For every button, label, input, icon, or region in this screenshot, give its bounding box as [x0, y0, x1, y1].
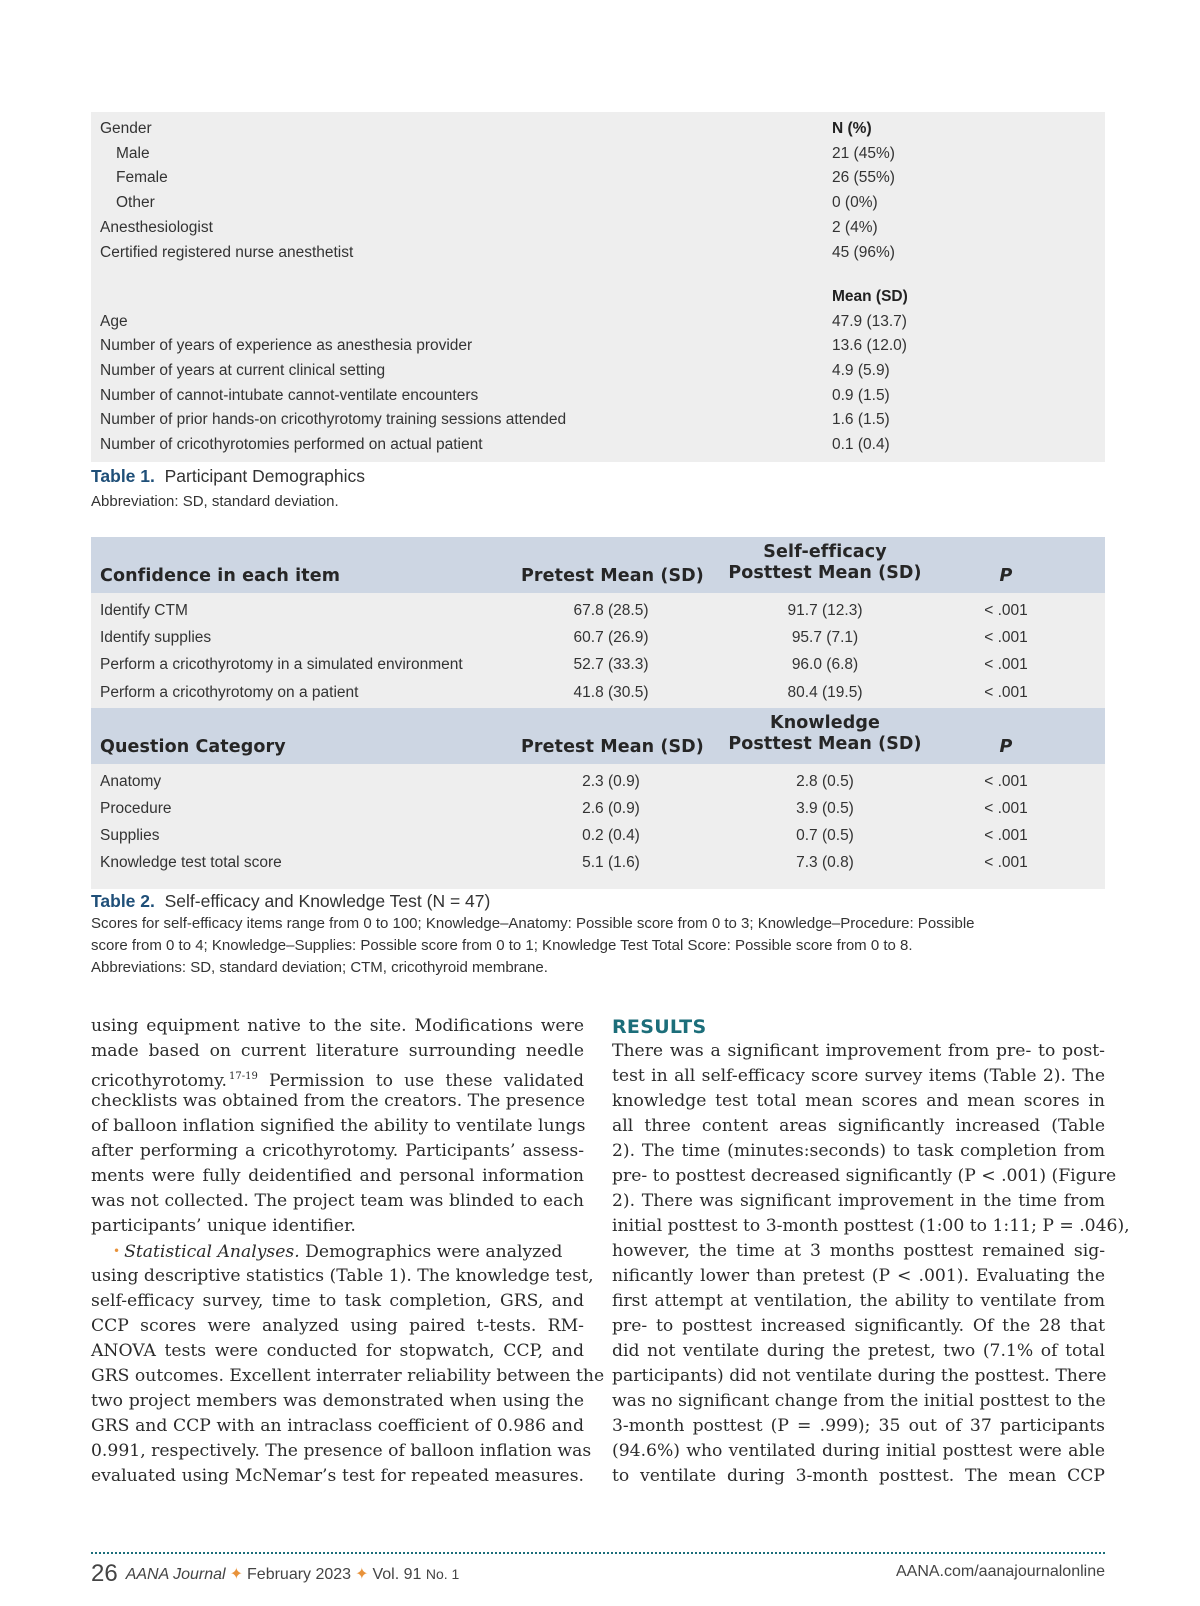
table2-cell: 3.9 (0.5) [796, 800, 854, 817]
table2-cell: 67.8 (28.5) [573, 602, 649, 619]
table1-row-label: Number of prior hands-on cricothyrotomy training sessions attended [100, 411, 567, 429]
body-line: ments were fully deidentified and personal information [91, 1166, 584, 1186]
table2-cell: Perform a cricothyrotomy on a patient [100, 683, 359, 701]
table2-column-header: Pretest Mean (SD) [521, 566, 704, 586]
table2-column-header-group [725, 542, 925, 584]
body-line: participants) did not ventilate during the posttest. There [612, 1366, 1107, 1386]
table1-row-label: Anesthesiologist [100, 218, 213, 236]
table2-cell: < .001 [984, 772, 1028, 790]
table1-caption [91, 466, 365, 487]
body-line: GRS and CCP with an intraclass coefficient of 0.986 and [91, 1416, 584, 1436]
body-line-subhead [91, 1239, 584, 1264]
table1-column-header: Mean (SD) [832, 287, 908, 305]
table1-row [91, 309, 1105, 334]
body-line-citation [91, 1064, 584, 1089]
table2-row [91, 651, 1105, 679]
table2-cell: 2.3 (0.9) [582, 772, 640, 790]
diamond-icon: ✦ [229, 1566, 244, 1583]
table1-row-label: Gender [100, 120, 152, 137]
table1-row [91, 358, 1105, 383]
table1-row [91, 432, 1105, 457]
volume: Vol. 91 [372, 1566, 422, 1583]
table2-cell: 41.8 (30.5) [573, 683, 649, 701]
body-line: using equipment native to the site. Modifications were [91, 1016, 584, 1036]
table2-column-header-p: P [999, 736, 1013, 757]
table2-row [91, 795, 1105, 823]
table1-row-label: Female [116, 169, 168, 187]
table2-note-3: Abbreviations: SD, standard deviation; CTM, cricothyroid membrane. [91, 959, 548, 976]
citation-superscript: 17-19 [229, 1071, 258, 1082]
table2-group-label: Knowledge [770, 712, 880, 733]
table1-row-label: Number of cricothyrotomies performed on actual patient [100, 436, 483, 454]
table1-row-label: Age [100, 312, 128, 330]
table2-row [91, 597, 1105, 625]
table1-row-value: 0.1 (0.4) [832, 436, 890, 454]
results-heading: RESULTS [612, 1016, 707, 1038]
body-text: Permission to use these validated [269, 1071, 585, 1091]
table2-row [91, 679, 1105, 707]
table2-cell: Anatomy [100, 772, 162, 790]
table1-row-value: 0.9 (1.5) [832, 386, 890, 404]
table2-cell: Perform a cricothyrotomy in a simulated environment [100, 656, 463, 674]
body-line: of balloon inflation signified the ability to ventilate lungs [91, 1116, 586, 1136]
table2-cell: Identify supplies [100, 629, 212, 647]
table2-column-header: Confidence in each item [100, 566, 341, 586]
table1-row [91, 240, 1105, 265]
table2-note-1: Scores for self-efficacy items range from 0 to 100; Knowledge–Anatomy: Possible score from 0 to 3; Knowledge–Procedure: Possible [91, 915, 975, 932]
table2-cell: Knowledge test total score [100, 854, 282, 872]
table2-group-label: Self-efficacy [763, 542, 887, 562]
table2-row [91, 768, 1105, 796]
table2-cell: < .001 [984, 656, 1028, 674]
table1-row [91, 190, 1105, 215]
table2-cell: 91.7 (12.3) [787, 602, 863, 619]
table2-caption-number: Table 2. [91, 891, 155, 911]
body-line: pre- to posttest decreased significantly (P < .001) (Figure [612, 1166, 1117, 1186]
body-line: first attempt at ventilation, the ability to ventilate from [612, 1291, 1105, 1311]
table1-note: Abbreviation: SD, standard deviation. [91, 493, 339, 510]
body-line: checklists was obtained from the creators. The presence [91, 1091, 586, 1111]
body-line: 2). There was significant improvement in the time from [612, 1191, 1105, 1211]
table2-cell: 2.8 (0.5) [796, 772, 854, 790]
table1-row-label: Certified registered nurse anesthetist [100, 243, 354, 261]
table2-column-header: Pretest Mean (SD) [521, 736, 704, 757]
table1-row-value: 47.9 (13.7) [832, 312, 907, 330]
body-line: initial posttest to 3-month posttest (1:00 to 1:11; P = .046), [612, 1216, 1130, 1236]
table2-cell: < .001 [984, 800, 1028, 817]
body-line: pre- to posttest increased significantly. Of the 28 that [612, 1316, 1105, 1336]
table1-caption-title: Participant Demographics [164, 466, 365, 486]
table2-column-header: Posttest Mean (SD) [728, 733, 922, 754]
table2-column-header-group [725, 713, 925, 755]
table2-cell: 7.3 (0.8) [796, 854, 854, 872]
table1-row [91, 141, 1105, 166]
table1-row [91, 333, 1105, 358]
body-line: all three content areas significantly increased (Table [612, 1116, 1105, 1136]
table1-row-value: 4.9 (5.9) [832, 362, 890, 380]
table2-cell: Supplies [100, 827, 160, 845]
table1-row [91, 165, 1105, 190]
body-line: There was a significant improvement from pre- to post- [612, 1041, 1105, 1061]
table1-row-value: 1.6 (1.5) [832, 411, 890, 429]
table2-cell: 0.7 (0.5) [796, 827, 854, 845]
table2-cell: < .001 [984, 602, 1028, 619]
table2-cell: 2.6 (0.9) [582, 800, 640, 817]
issue: No. 1 [425, 1566, 460, 1582]
table2-row [91, 849, 1105, 877]
table2-cell: < .001 [984, 683, 1028, 701]
table2-row [91, 822, 1105, 850]
body-line: after performing a cricothyrotomy. Participants’ assess- [91, 1141, 584, 1161]
table2-cell: 96.0 (6.8) [791, 656, 859, 674]
table1-row [91, 407, 1105, 432]
table2-cell: 80.4 (19.5) [787, 683, 863, 701]
body-line: ANOVA tests were conducted for stopwatch, CCP, and [91, 1341, 584, 1361]
body-line: 3-month posttest (P = .999); 35 out of 37 participants [612, 1416, 1105, 1436]
body-line: was no significant change from the initial posttest to the [612, 1391, 1106, 1411]
table1-caption-number: Table 1. [91, 466, 155, 486]
table2-column-header-p: P [999, 566, 1013, 586]
footer-divider [91, 1552, 1105, 1554]
table1-column-header: N (%) [832, 120, 872, 137]
page-number: 26 [91, 1560, 118, 1587]
demographics-table [91, 112, 1105, 462]
body-line: evaluated using McNemar’s test for repeated measures. [91, 1466, 584, 1486]
body-line: to ventilate during 3-month posttest. The mean CCP [612, 1466, 1105, 1486]
body-line: using descriptive statistics (Table 1). The knowledge test, [91, 1266, 594, 1286]
body-text: cricothyrotomy. [91, 1071, 228, 1091]
table1-row [91, 383, 1105, 408]
table1-row-value: 26 (55%) [832, 169, 895, 187]
body-text: Demographics were analyzed [305, 1242, 563, 1262]
table1-row-value: 0 (0%) [832, 194, 878, 212]
footer-citation [91, 1560, 459, 1588]
right-text-column [612, 1039, 1130, 1489]
table1-row [91, 116, 1105, 141]
body-line: made based on current literature surrounding needle [91, 1041, 584, 1061]
table2-row [91, 624, 1105, 652]
table2-note-2: score from 0 to 4; Knowledge–Supplies: Possible score from 0 to 1; Knowledge Test Total Score: Possible score from 0 to 8. [91, 937, 913, 954]
table1-row-value: 21 (45%) [832, 144, 895, 162]
table1-row-label: Number of cannot-intubate cannot-ventilate encounters [100, 386, 479, 404]
table2-cell: Procedure [100, 800, 172, 817]
body-line: (94.6%) who ventilated during initial posttest were able [612, 1441, 1105, 1461]
body-line: did not ventilate during the pretest, two (7.1% of total [612, 1341, 1105, 1361]
table1-row [91, 284, 1105, 309]
table1-row-value: 2 (4%) [832, 218, 878, 236]
table2-header-row [91, 708, 1105, 764]
issue-date: February 2023 [247, 1566, 352, 1583]
table1-row-label: Other [116, 194, 155, 212]
journal-url-link[interactable]: AANA.com/aanajournalonline [895, 1563, 1105, 1580]
table1-row-value: 13.6 (12.0) [832, 337, 907, 355]
table2-cell: 0.2 (0.4) [582, 827, 640, 845]
table1-row-label: Male [116, 144, 150, 162]
body-line: participants’ unique identifier. [91, 1216, 356, 1236]
table2-cell: < .001 [984, 854, 1028, 872]
table2-cell: < .001 [984, 629, 1028, 647]
table2-column-header: Question Category [100, 736, 286, 757]
self-efficacy-knowledge-table [91, 537, 1105, 889]
diamond-icon: ✦ [355, 1566, 369, 1583]
table2-cell: < .001 [984, 827, 1028, 845]
body-line: CCP scores were analyzed using paired t-tests. RM- [91, 1316, 584, 1336]
table1-row-label: Number of years of experience as anesthesia provider [100, 337, 473, 355]
body-line: 2). The time (minutes:seconds) to task completion from [612, 1141, 1105, 1161]
journal-name: AANA Journal [125, 1566, 226, 1583]
body-line: 0.991, respectively. The presence of balloon inflation was [91, 1441, 592, 1461]
subsection-heading: Statistical Analyses. [124, 1242, 300, 1262]
table2-caption-title: Self-efficacy and Knowledge Test (N = 47) [164, 891, 491, 911]
body-line: self-efficacy survey, time to task completion, GRS, and [91, 1291, 584, 1311]
table2-header-row [91, 537, 1105, 593]
table2-cell: 5.1 (1.6) [582, 854, 640, 872]
body-line: was not collected. The project team was blinded to each [91, 1191, 584, 1211]
table1-row-value: 45 (96%) [832, 243, 895, 261]
body-line: GRS outcomes. Excellent interrater reliability between the [91, 1366, 605, 1386]
table2-cell: 52.7 (33.3) [573, 656, 649, 674]
bullet-icon: • [113, 1244, 121, 1258]
body-line: knowledge test total mean scores and mean scores in [612, 1091, 1105, 1111]
body-line: however, the time at 3 months posttest remained sig- [612, 1241, 1105, 1261]
body-line: nificantly lower than pretest (P < .001). Evaluating the [612, 1266, 1105, 1286]
table2-cell: Identify CTM [100, 602, 188, 619]
table1-row-label: Number of years at current clinical setting [100, 362, 386, 380]
body-line: test in all self-efficacy score survey items (Table 2). The [612, 1066, 1105, 1086]
body-line: two project members was demonstrated when using the [91, 1391, 584, 1411]
table2-caption [91, 891, 490, 912]
left-text-column [91, 1014, 605, 1489]
table2-column-header: Posttest Mean (SD) [728, 563, 922, 583]
table2-cell: 60.7 (26.9) [573, 629, 649, 647]
table1-row [91, 215, 1105, 240]
table2-cell: 95.7 (7.1) [791, 629, 859, 647]
